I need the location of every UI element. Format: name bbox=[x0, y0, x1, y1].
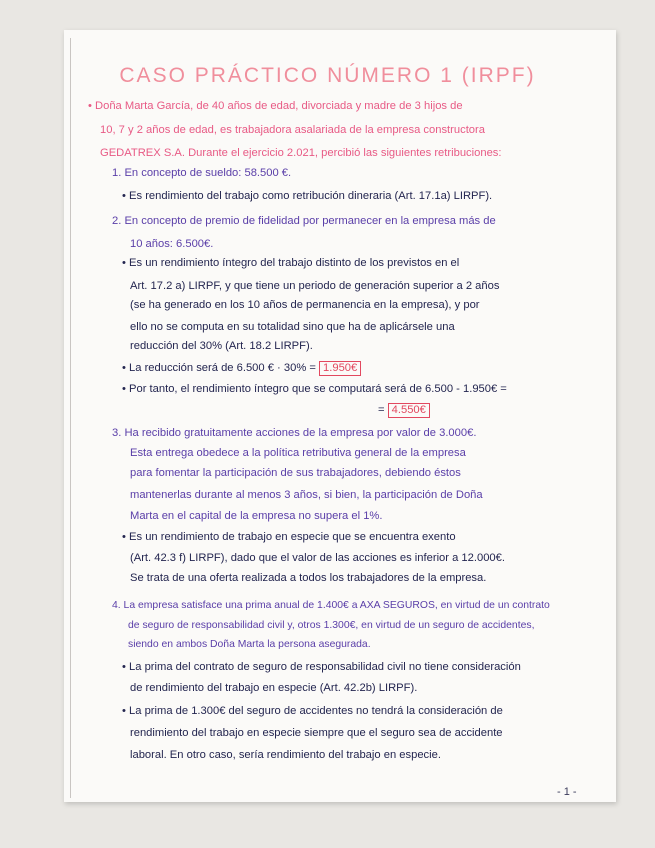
page-title: CASO PRÁCTICO NÚMERO 1 (IRPF) bbox=[119, 64, 536, 87]
item-2-heading: 10 años: 6.500€. bbox=[130, 238, 214, 250]
item-4-bullet-line: • La prima de 1.300€ del seguro de accidentes no tendrá la consideración de bbox=[122, 705, 503, 717]
item-4-line: siendo en ambos Doña Marta la persona asegurada. bbox=[128, 639, 371, 650]
intro-line: GEDATREX S.A. Durante el ejercicio 2.021, percibió las siguientes retribuciones: bbox=[100, 147, 502, 159]
page-number: - 1 - bbox=[557, 786, 577, 798]
item-4-line: 4. La empresa satisface una prima anual de 1.400€ a AXA SEGUROS, en virtud de un contrato bbox=[112, 600, 550, 611]
item-3-line: 3. Ha recibido gratuitamente acciones de la empresa por valor de 3.000€. bbox=[112, 427, 477, 439]
intro-line: 10, 7 y 2 años de edad, es trabajadora asalariada de la empresa constructora bbox=[100, 124, 485, 136]
item-1-heading: 1. En concepto de sueldo: 58.500 €. bbox=[112, 167, 292, 179]
item-3-bullet-line: (Art. 42.3 f) LIRPF), dado que el valor de las acciones es inferior a 12.000€. bbox=[130, 552, 505, 564]
item-4-bullet-line: laboral. En otro caso, sería rendimiento del trabajo en especie. bbox=[130, 749, 441, 761]
item-4-bullet-line: de rendimiento del trabajo en especie (Art. 42.2b) LIRPF). bbox=[130, 682, 418, 694]
item-2-total-result bbox=[378, 403, 430, 418]
item-4-bullet-line: rendimiento del trabajo en especie siempre que el seguro sea de accidente bbox=[130, 727, 503, 739]
reduction-text: • La reducción será de 6.500 € · 30% = bbox=[122, 362, 316, 374]
reduction-result-box: 1.950€ bbox=[319, 361, 361, 376]
item-3-bullet-line: • Es un rendimiento de trabajo en especie que se encuentra exento bbox=[122, 531, 456, 543]
total-result-box: 4.550€ bbox=[388, 403, 430, 418]
item-4-bullet-line: • La prima del contrato de seguro de responsabilidad civil no tiene consideración bbox=[122, 661, 521, 673]
item-2-reduction-line bbox=[122, 361, 361, 376]
item-4-line: de seguro de responsabilidad civil y, otros 1.300€, en virtud de un seguro de accidentes, bbox=[128, 620, 535, 631]
item-1-bullet: • Es rendimiento del trabajo como retribución dineraria (Art. 17.1a) LIRPF). bbox=[122, 190, 493, 202]
item-3-line: mantenerlas durante al menos 3 años, si bien, la participación de Doña bbox=[130, 489, 483, 501]
item-2-bullet-line: (se ha generado en los 10 años de permanencia en la empresa), y por bbox=[130, 299, 480, 311]
intro-line: • Doña Marta García, de 40 años de edad, divorciada y madre de 3 hijos de bbox=[88, 100, 463, 112]
item-3-line: Esta entrega obedece a la política retributiva general de la empresa bbox=[130, 447, 466, 459]
margin-line bbox=[70, 38, 71, 798]
item-2-heading: 2. En concepto de premio de fidelidad por permanecer en la empresa más de bbox=[112, 215, 496, 227]
item-2-bullet-line: Art. 17.2 a) LIRPF, y que tiene un periodo de generación superior a 2 años bbox=[130, 280, 500, 292]
item-3-line: para fomentar la participación de sus trabajadores, debiendo éstos bbox=[130, 467, 461, 479]
item-2-bullet-line: ello no se computa en su totalidad sino que ha de aplicársele una bbox=[130, 321, 455, 333]
equals-sign: = bbox=[378, 404, 385, 416]
item-2-total-line: • Por tanto, el rendimiento íntegro que se computará será de 6.500 - 1.950€ = bbox=[122, 383, 507, 395]
item-2-bullet-line: reducción del 30% (Art. 18.2 LIRPF). bbox=[130, 340, 313, 352]
item-3-line: Marta en el capital de la empresa no supera el 1%. bbox=[130, 510, 383, 522]
item-3-bullet-line: Se trata de una oferta realizada a todos los trabajadores de la empresa. bbox=[130, 572, 487, 584]
item-2-bullet-line: • Es un rendimiento íntegro del trabajo distinto de los previstos en el bbox=[122, 257, 460, 269]
